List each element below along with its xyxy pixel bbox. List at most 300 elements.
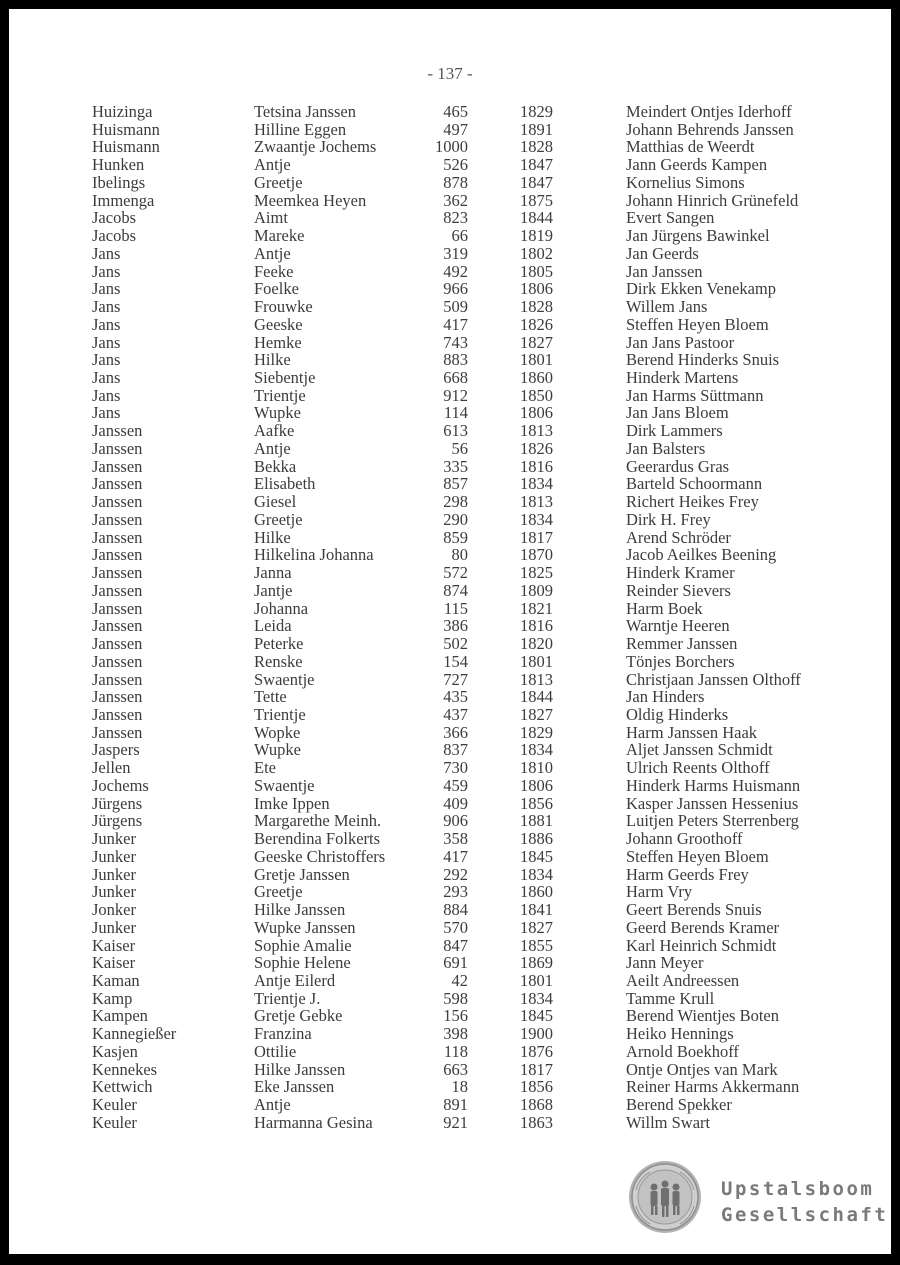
year-cell: 1856 — [520, 1077, 553, 1097]
spouse-cell: Jan Jans Pastoor — [626, 332, 735, 352]
given-name-cell: Mareke — [254, 226, 305, 246]
year-cell: 1856 — [520, 793, 553, 813]
year-cell: 1827 — [520, 332, 553, 352]
year-cell: 1875 — [520, 190, 553, 210]
surname-cell: Immenga — [92, 190, 155, 210]
year-cell: 1886 — [520, 829, 553, 849]
given-name-cell: Hilkelina Johanna — [254, 545, 374, 565]
given-name-cell: Antje — [254, 155, 291, 175]
entry-row — [0, 830, 900, 848]
given-name-cell: Ete — [254, 758, 276, 778]
spouse-cell: Berend Hinderks Snuis — [626, 350, 780, 370]
number-cell: 857 — [443, 474, 468, 494]
entry-row — [0, 174, 900, 192]
entry-row — [0, 990, 900, 1008]
year-cell: 1845 — [520, 846, 553, 866]
surname-cell: Kasjen — [92, 1041, 138, 1061]
number-cell: 115 — [443, 598, 468, 618]
logo-line-2: Gesellschaft — [721, 1204, 889, 1226]
surname-cell: Janssen — [92, 634, 143, 654]
year-cell: 1834 — [520, 864, 553, 884]
given-name-cell: Feeke — [254, 261, 294, 281]
entry-row — [0, 1043, 900, 1061]
year-cell: 1801 — [520, 970, 553, 990]
surname-cell: Jellen — [92, 758, 131, 778]
spouse-cell: Geert Berends Snuis — [626, 900, 762, 920]
number-cell: 335 — [443, 456, 468, 476]
surname-cell: Junker — [92, 829, 136, 849]
surname-cell: Junker — [92, 846, 136, 866]
year-cell: 1834 — [520, 988, 553, 1008]
number-cell: 292 — [443, 864, 468, 884]
given-name-cell: Hilke Janssen — [254, 900, 346, 920]
number-cell: 526 — [443, 155, 468, 175]
year-cell: 1847 — [520, 172, 553, 192]
spouse-cell: Willm Swart — [626, 1112, 711, 1132]
surname-cell: Jans — [92, 350, 121, 370]
given-name-cell: Wupke — [254, 740, 301, 760]
given-name-cell: Geeske Christoffers — [254, 846, 386, 866]
year-cell: 1863 — [520, 1112, 553, 1132]
spouse-cell: Jann Meyer — [626, 953, 704, 973]
spouse-cell: Johann Groothoff — [626, 829, 743, 849]
year-cell: 1828 — [520, 137, 553, 157]
spouse-cell: Hinderk Harms Huismann — [626, 775, 801, 795]
surname-cell: Janssen — [92, 580, 143, 600]
year-cell: 1825 — [520, 563, 553, 583]
year-cell: 1900 — [520, 1024, 553, 1044]
number-cell: 730 — [443, 758, 468, 778]
surname-cell: Jans — [92, 385, 121, 405]
entry-row — [0, 954, 900, 972]
given-name-cell: Berendina Folkerts — [254, 829, 381, 849]
entry-row — [0, 511, 900, 529]
spouse-cell: Jan Harms Süttmann — [626, 385, 764, 405]
spouse-cell: Karl Heinrich Schmidt — [626, 935, 777, 955]
entry-row — [0, 883, 900, 901]
surname-cell: Jans — [92, 243, 121, 263]
surname-cell: Kamp — [92, 988, 133, 1008]
year-cell: 1844 — [520, 208, 553, 228]
spouse-cell: Harm Geerds Frey — [626, 864, 749, 884]
entry-row — [0, 741, 900, 759]
surname-cell: Kaiser — [92, 953, 136, 973]
given-name-cell: Hilline Eggen — [254, 119, 347, 139]
year-cell: 1806 — [520, 403, 553, 423]
surname-cell: Kaiser — [92, 935, 136, 955]
entry-row — [0, 1078, 900, 1096]
surname-cell: Janssen — [92, 438, 143, 458]
entry-row — [0, 103, 900, 121]
spouse-cell: Jan Jans Bloem — [626, 403, 729, 423]
entry-row — [0, 795, 900, 813]
spouse-cell: Remmer Janssen — [626, 634, 738, 654]
year-cell: 1826 — [520, 438, 553, 458]
year-cell: 1876 — [520, 1041, 553, 1061]
entry-row — [0, 1114, 900, 1132]
entry-row — [0, 671, 900, 689]
given-name-cell: Trientje — [254, 385, 306, 405]
year-cell: 1810 — [520, 758, 553, 778]
number-cell: 1000 — [435, 137, 468, 157]
year-cell: 1868 — [520, 1095, 553, 1115]
given-name-cell: Harmanna Gesina — [254, 1112, 373, 1132]
given-name-cell: Wupke Janssen — [254, 917, 356, 937]
entry-row — [0, 901, 900, 919]
spouse-cell: Matthias de Weerdt — [626, 137, 755, 157]
year-cell: 1805 — [520, 261, 553, 281]
given-name-cell: Trientje J. — [254, 988, 321, 1008]
year-cell: 1829 — [520, 102, 553, 121]
entry-row — [0, 759, 900, 777]
given-name-cell: Foelke — [254, 279, 299, 299]
entry-row — [0, 706, 900, 724]
spouse-cell: Richert Heikes Frey — [626, 492, 759, 512]
spouse-cell: Jann Geerds Kampen — [626, 155, 768, 175]
number-cell: 114 — [443, 403, 468, 423]
spouse-cell: Hinderk Kramer — [626, 563, 735, 583]
given-name-cell: Peterke — [254, 634, 304, 654]
entry-row — [0, 475, 900, 493]
given-name-cell: Trientje — [254, 704, 306, 724]
entry-row — [0, 316, 900, 334]
entry-row — [0, 866, 900, 884]
year-cell: 1834 — [520, 740, 553, 760]
number-cell: 366 — [443, 722, 468, 742]
number-cell: 874 — [443, 580, 468, 600]
number-cell: 409 — [443, 793, 468, 813]
number-cell: 298 — [443, 492, 468, 512]
entry-row — [0, 121, 900, 139]
number-cell: 319 — [443, 243, 468, 263]
surname-cell: Janssen — [92, 456, 143, 476]
page-number: - 137 - — [427, 64, 473, 83]
number-cell: 290 — [443, 509, 468, 529]
spouse-cell: Reinder Sievers — [626, 580, 731, 600]
entry-row — [0, 404, 900, 422]
number-cell: 966 — [443, 279, 468, 299]
given-name-cell: Antje — [254, 438, 291, 458]
number-cell: 118 — [443, 1041, 468, 1061]
given-name-cell: Swaentje — [254, 775, 315, 795]
year-cell: 1860 — [520, 368, 553, 388]
surname-cell: Jacobs — [92, 226, 136, 246]
entry-row — [0, 812, 900, 830]
given-name-cell: Jantje — [254, 580, 293, 600]
number-cell: 906 — [443, 811, 468, 831]
given-name-cell: Greetje — [254, 509, 303, 529]
year-cell: 1845 — [520, 1006, 553, 1026]
number-cell: 293 — [443, 882, 468, 902]
surname-cell: Huismann — [92, 119, 160, 139]
number-cell: 492 — [443, 261, 468, 281]
given-name-cell: Elisabeth — [254, 474, 316, 494]
entry-row — [0, 529, 900, 547]
surname-cell: Jochems — [92, 775, 149, 795]
entry-row — [0, 493, 900, 511]
given-name-cell: Margarethe Meinh. — [254, 811, 382, 831]
surname-cell: Jans — [92, 403, 121, 423]
given-name-cell: Aafke — [254, 421, 295, 441]
year-cell: 1828 — [520, 297, 553, 317]
spouse-cell: Reiner Harms Akkermann — [626, 1077, 800, 1097]
given-name-cell: Greetje — [254, 172, 303, 192]
number-cell: 883 — [443, 350, 468, 370]
given-name-cell: Leida — [254, 616, 292, 636]
surname-cell: Janssen — [92, 527, 143, 547]
given-name-cell: Johanna — [254, 598, 309, 618]
year-cell: 1816 — [520, 616, 553, 636]
given-name-cell: Antje — [254, 1095, 291, 1115]
entry-row — [0, 635, 900, 653]
given-name-cell: Zwaantje Jochems — [254, 137, 377, 157]
spouse-cell: Kornelius Simons — [626, 172, 745, 192]
entry-row — [0, 564, 900, 582]
surname-cell: Janssen — [92, 704, 143, 724]
number-cell: 497 — [443, 119, 468, 139]
surname-cell: Jans — [92, 332, 121, 352]
year-cell: 1813 — [520, 421, 553, 441]
number-cell: 878 — [443, 172, 468, 192]
given-name-cell: Wupke — [254, 403, 301, 423]
entry-row — [0, 848, 900, 866]
spouse-cell: Christjaan Janssen Olthoff — [626, 669, 801, 689]
year-cell: 1806 — [520, 279, 553, 299]
number-cell: 823 — [443, 208, 468, 228]
given-name-cell: Gretje Janssen — [254, 864, 350, 884]
number-cell: 66 — [451, 226, 468, 246]
number-cell: 859 — [443, 527, 468, 547]
number-cell: 727 — [443, 669, 468, 689]
entry-row — [0, 422, 900, 440]
entry-row — [0, 972, 900, 990]
number-cell: 437 — [443, 704, 468, 724]
surname-cell: Keuler — [92, 1112, 137, 1132]
surname-cell: Jans — [92, 368, 121, 388]
surname-cell: Kettwich — [92, 1077, 153, 1097]
surname-cell: Janssen — [92, 474, 143, 494]
surname-cell: Janssen — [92, 598, 143, 618]
spouse-cell: Jan Balsters — [626, 438, 706, 458]
number-cell: 891 — [443, 1095, 468, 1115]
entry-row — [0, 688, 900, 706]
year-cell: 1819 — [520, 226, 553, 246]
year-cell: 1813 — [520, 492, 553, 512]
surname-cell: Kannegießer — [92, 1024, 177, 1044]
spouse-cell: Johann Behrends Janssen — [626, 119, 794, 139]
given-name-cell: Janna — [254, 563, 292, 583]
year-cell: 1847 — [520, 155, 553, 175]
number-cell: 613 — [443, 421, 468, 441]
surname-cell: Jans — [92, 297, 121, 317]
entry-row — [0, 263, 900, 281]
given-name-cell: Swaentje — [254, 669, 315, 689]
spouse-cell: Aeilt Andreessen — [626, 970, 740, 990]
spouse-cell: Jan Janssen — [626, 261, 703, 281]
entry-row — [0, 1007, 900, 1025]
surname-cell: Janssen — [92, 651, 143, 671]
number-cell: 358 — [443, 829, 468, 849]
entry-row — [0, 653, 900, 671]
spouse-cell: Harm Vry — [626, 882, 693, 902]
given-name-cell: Frouwke — [254, 297, 313, 317]
spouse-cell: Harm Janssen Haak — [626, 722, 758, 742]
given-name-cell: Hilke — [254, 350, 291, 370]
given-name-cell: Greetje — [254, 882, 303, 902]
surname-cell: Hunken — [92, 155, 145, 175]
number-cell: 663 — [443, 1059, 468, 1079]
surname-cell: Junker — [92, 864, 136, 884]
given-name-cell: Gretje Gebke — [254, 1006, 343, 1026]
spouse-cell: Harm Boek — [626, 598, 703, 618]
number-cell: 417 — [443, 314, 468, 334]
entry-row — [0, 227, 900, 245]
entry-row — [0, 138, 900, 156]
spouse-cell: Steffen Heyen Bloem — [626, 314, 769, 334]
year-cell: 1827 — [520, 704, 553, 724]
given-name-cell: Imke Ippen — [254, 793, 330, 813]
spouse-cell: Tamme Krull — [626, 988, 715, 1008]
number-cell: 417 — [443, 846, 468, 866]
year-cell: 1820 — [520, 634, 553, 654]
given-name-cell: Tetsina Janssen — [254, 102, 356, 121]
year-cell: 1826 — [520, 314, 553, 334]
year-cell: 1817 — [520, 527, 553, 547]
number-cell: 668 — [443, 368, 468, 388]
year-cell: 1855 — [520, 935, 553, 955]
number-cell: 912 — [443, 385, 468, 405]
number-cell: 154 — [443, 651, 468, 671]
year-cell: 1870 — [520, 545, 553, 565]
number-cell: 847 — [443, 935, 468, 955]
genealogy-list — [0, 103, 900, 1132]
entry-row — [0, 600, 900, 618]
spouse-cell: Berend Wientjes Boten — [626, 1006, 779, 1026]
number-cell: 18 — [451, 1077, 468, 1097]
given-name-cell: Sophie Helene — [254, 953, 351, 973]
year-cell: 1881 — [520, 811, 553, 831]
given-name-cell: Hemke — [254, 332, 302, 352]
entry-row — [0, 298, 900, 316]
entry-row — [0, 369, 900, 387]
given-name-cell: Tette — [254, 687, 287, 707]
spouse-cell: Dirk H. Frey — [626, 509, 711, 529]
number-cell: 884 — [443, 900, 468, 920]
given-name-cell: Siebentje — [254, 368, 316, 388]
given-name-cell: Bekka — [254, 456, 297, 476]
number-cell: 362 — [443, 190, 468, 210]
surname-cell: Jacobs — [92, 208, 136, 228]
entry-row — [0, 334, 900, 352]
number-cell: 42 — [451, 970, 468, 990]
spouse-cell: Barteld Schoormann — [626, 474, 763, 494]
year-cell: 1844 — [520, 687, 553, 707]
number-cell: 80 — [451, 545, 468, 565]
surname-cell: Jonker — [92, 900, 136, 920]
surname-cell: Jaspers — [92, 740, 140, 760]
spouse-cell: Oldig Hinderks — [626, 704, 729, 724]
year-cell: 1817 — [520, 1059, 553, 1079]
year-cell: 1801 — [520, 651, 553, 671]
given-name-cell: Giesel — [254, 492, 297, 512]
spouse-cell: Aljet Janssen Schmidt — [626, 740, 773, 760]
spouse-cell: Jan Jürgens Bawinkel — [626, 226, 770, 246]
year-cell: 1841 — [520, 900, 553, 920]
spouse-cell: Steffen Heyen Bloem — [626, 846, 769, 866]
year-cell: 1802 — [520, 243, 553, 263]
spouse-cell: Geerd Berends Kramer — [626, 917, 780, 937]
year-cell: 1834 — [520, 509, 553, 529]
society-logo — [628, 1160, 888, 1240]
spouse-cell: Berend Spekker — [626, 1095, 732, 1115]
surname-cell: Janssen — [92, 563, 143, 583]
entry-row — [0, 440, 900, 458]
entry-row — [0, 156, 900, 174]
year-cell: 1806 — [520, 775, 553, 795]
year-cell: 1850 — [520, 385, 553, 405]
year-cell: 1801 — [520, 350, 553, 370]
spouse-cell: Dirk Ekken Venekamp — [626, 279, 776, 299]
spouse-cell: Hinderk Martens — [626, 368, 739, 388]
surname-cell: Keuler — [92, 1095, 137, 1115]
given-name-cell: Wopke — [254, 722, 301, 742]
number-cell: 459 — [443, 775, 468, 795]
surname-cell: Huismann — [92, 137, 160, 157]
logo-text — [721, 1176, 888, 1228]
surname-cell: Ibelings — [92, 172, 146, 192]
surname-cell: Jans — [92, 314, 121, 334]
entry-row — [0, 937, 900, 955]
entry-row — [0, 209, 900, 227]
number-cell: 691 — [443, 953, 468, 973]
year-cell: 1860 — [520, 882, 553, 902]
year-cell: 1891 — [520, 119, 553, 139]
surname-cell: Jürgens — [92, 793, 143, 813]
entry-row — [0, 546, 900, 564]
given-name-cell: Eke Janssen — [254, 1077, 335, 1097]
spouse-cell: Arend Schröder — [626, 527, 731, 547]
number-cell: 435 — [443, 687, 468, 707]
entry-row — [0, 280, 900, 298]
given-name-cell: Antje — [254, 243, 291, 263]
year-cell: 1816 — [520, 456, 553, 476]
spouse-cell: Ontje Ontjes van Mark — [626, 1059, 778, 1079]
spouse-cell: Jan Hinders — [626, 687, 705, 707]
number-cell: 572 — [443, 563, 468, 583]
entry-row — [0, 387, 900, 405]
year-cell: 1809 — [520, 580, 553, 600]
spouse-cell: Evert Sangen — [626, 208, 715, 228]
entry-row — [0, 617, 900, 635]
given-name-cell: Hilke — [254, 527, 291, 547]
surname-cell: Junker — [92, 917, 136, 937]
spouse-cell: Jan Geerds — [626, 243, 699, 263]
surname-cell: Jürgens — [92, 811, 143, 831]
surname-cell: Kampen — [92, 1006, 148, 1026]
number-cell: 398 — [443, 1024, 468, 1044]
surname-cell: Junker — [92, 882, 136, 902]
given-name-cell: Antje Eilerd — [254, 970, 336, 990]
number-cell: 837 — [443, 740, 468, 760]
entry-row — [0, 458, 900, 476]
spouse-cell: Tönjes Borchers — [626, 651, 735, 671]
given-name-cell: Meemkea Heyen — [254, 190, 367, 210]
logo-line-1: Upstalsboom — [721, 1178, 875, 1200]
number-cell: 921 — [443, 1112, 468, 1132]
spouse-cell: Luitjen Peters Sterrenberg — [626, 811, 799, 831]
number-cell: 56 — [451, 438, 468, 458]
spouse-cell: Arnold Boekhoff — [626, 1041, 739, 1061]
